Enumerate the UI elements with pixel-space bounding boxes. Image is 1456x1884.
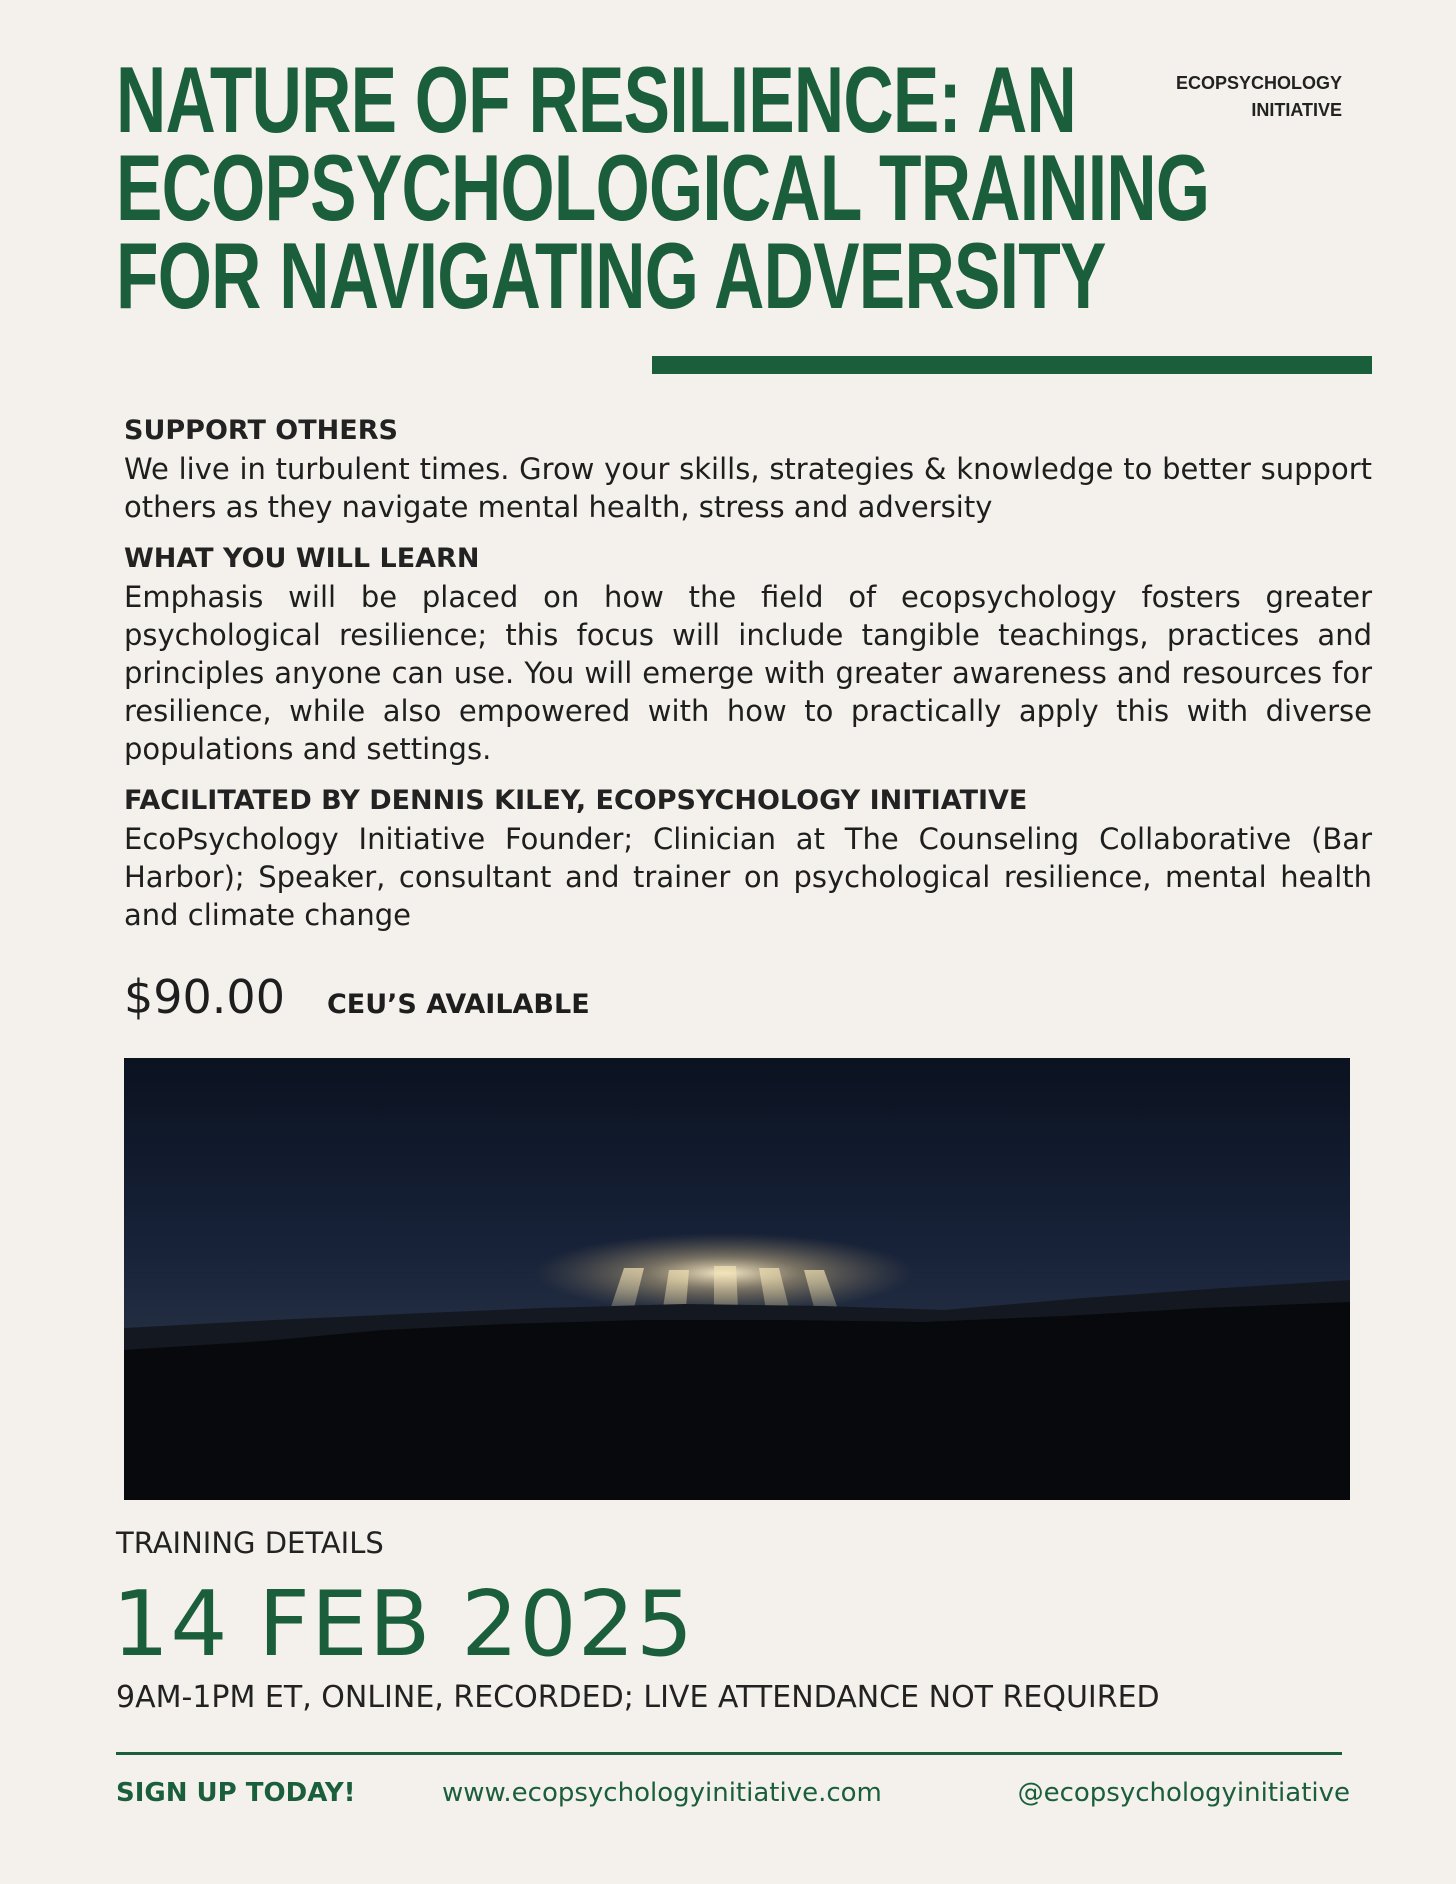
training-details-label: TRAINING DETAILS: [116, 1526, 384, 1560]
price: $90.00: [124, 970, 285, 1024]
description-sections: [124, 412, 1372, 948]
learn-body: Emphasis will be placed on how the field of ecopsychology fosters greater psychological resilience; this focus will include tangible teachings, practices and principles anyone can use. You will emerge with greater awareness and resources for resilience, while also empowered with how to practically apply this with diverse populations and settings.: [124, 580, 1372, 766]
sunrays-landscape-image: [124, 1058, 1350, 1500]
social-handle-link[interactable]: @ecopsychologyinitiative: [1017, 1778, 1350, 1808]
signup-link[interactable]: SIGN UP TODAY!: [116, 1778, 356, 1808]
support-heading: SUPPORT OTHERS: [124, 415, 398, 446]
ceu-badge: CEU’S AVAILABLE: [326, 989, 590, 1020]
facilitator-body: EcoPsychology Initiative Founder; Clinician at The Counseling Collaborative (Bar Harbor); Speaker, consultant and trainer on psychological resilience, mental health and climate change: [124, 822, 1372, 932]
title-line-1: NATURE OF RESILIENCE: AN: [116, 47, 1076, 152]
org-line-1: ECOPSYCHOLOGY: [1175, 73, 1342, 93]
title-line-2: ECOPSYCHOLOGICAL TRAINING: [116, 135, 1210, 240]
facilitator-heading: FACILITATED BY DENNIS KILEY, ECOPSYCHOLOGY INITIATIVE: [124, 785, 1028, 816]
training-date: 14 FEB 2025: [112, 1572, 695, 1677]
org-line-2: INITIATIVE: [1251, 100, 1342, 120]
title-line-3: FOR NAVIGATING ADVERSITY: [116, 223, 1106, 328]
website-link[interactable]: www.ecopsychologyinitiative.com: [442, 1778, 882, 1808]
pricing-row: [124, 970, 590, 1024]
landscape-photo: [124, 1058, 1350, 1500]
learn-heading: WHAT YOU WILL LEARN: [124, 543, 480, 574]
training-time: 9AM-1PM ET, ONLINE, RECORDED; LIVE ATTENDANCE NOT REQUIRED: [116, 1680, 1160, 1715]
accent-divider: [652, 356, 1372, 374]
footer-divider: [116, 1752, 1342, 1755]
support-body: We live in turbulent times. Grow your skills, strategies & knowledge to better support others as they navigate mental health, stress and adversity: [124, 452, 1372, 524]
organization-name: [1176, 70, 1342, 124]
page-title: [116, 47, 1210, 328]
